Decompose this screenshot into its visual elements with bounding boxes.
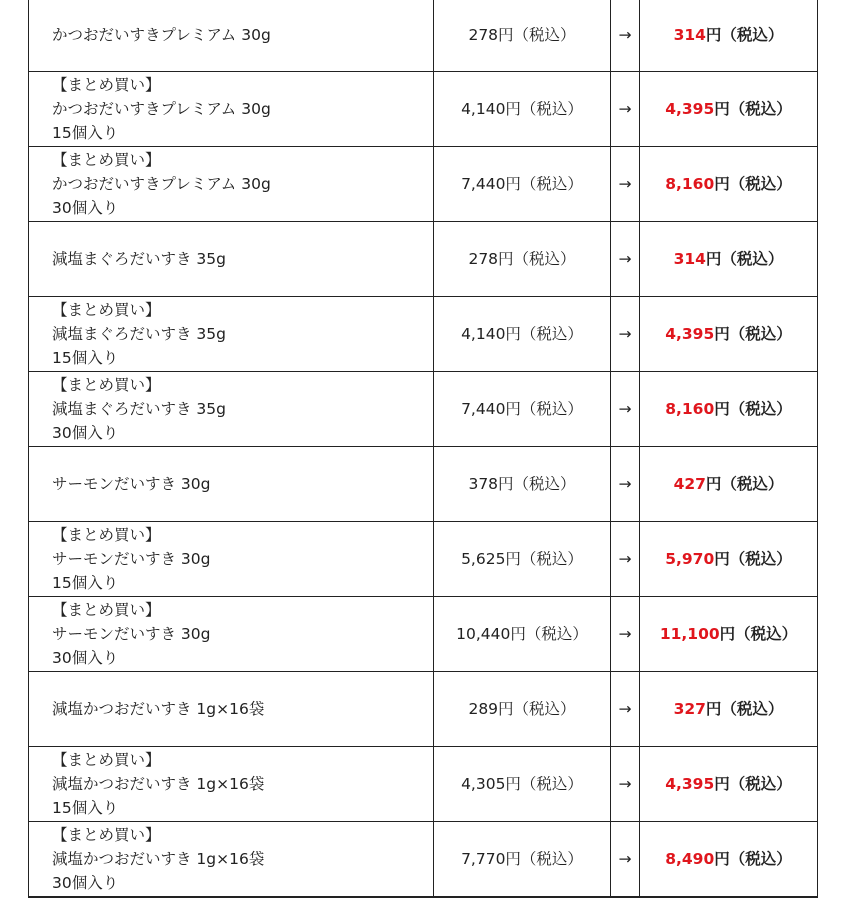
table-row	[29, 372, 818, 447]
product-name-cell	[29, 447, 434, 522]
new-price-cell	[640, 0, 818, 72]
old-price: 4,305円（税込）	[461, 775, 583, 793]
table-row	[29, 672, 818, 747]
product-name-line: サーモンだいすき 30g	[52, 550, 211, 568]
arrow-cell	[611, 147, 640, 222]
arrow-cell	[611, 447, 640, 522]
old-price: 4,140円（税込）	[461, 100, 583, 118]
product-name-line: 減塩かつおだいすき 1g×16袋	[52, 849, 265, 868]
new-price-suffix: 円（税込）	[714, 400, 792, 418]
old-price-cell	[434, 147, 611, 222]
table-row	[29, 297, 818, 372]
price-table-body	[29, 0, 818, 897]
product-name-line: 30個入り	[52, 424, 119, 442]
new-price-cell	[640, 372, 818, 447]
product-name-line: 【まとめ買い】	[52, 301, 161, 319]
old-price: 278円（税込）	[468, 250, 576, 268]
product-name-line: 【まとめ買い】	[52, 526, 161, 544]
product-name-line: 30個入り	[52, 873, 119, 892]
arrow-icon: →	[618, 100, 632, 118]
product-name-line: 15個入り	[52, 349, 119, 367]
new-price-suffix: 円（税込）	[705, 700, 784, 718]
new-price: 314	[673, 250, 706, 268]
new-price-cell	[640, 72, 818, 147]
product-name-line: 30個入り	[52, 649, 119, 667]
product-name-cell	[29, 222, 434, 297]
table-row	[29, 147, 818, 222]
old-price: 7,440円（税込）	[461, 400, 583, 418]
product-name-line: かつおだいすきプレミアム 30g	[52, 100, 271, 118]
arrow-cell	[611, 672, 640, 747]
product-name-line: 減塩かつおだいすき 1g×16袋	[52, 700, 265, 718]
new-price-cell	[640, 522, 818, 597]
product-name-line: かつおだいすきプレミアム 30g	[52, 175, 271, 193]
arrow-icon: →	[618, 325, 632, 343]
product-name-line: 【まとめ買い】	[52, 76, 161, 94]
new-price-cell	[640, 672, 818, 747]
old-price-cell	[434, 447, 611, 522]
table-row	[29, 222, 818, 297]
new-price: 327	[673, 700, 706, 718]
new-price: 4,395	[665, 325, 715, 343]
new-price-suffix: 円（税込）	[719, 625, 798, 643]
old-price: 4,140円（税込）	[461, 325, 583, 343]
new-price-suffix: 円（税込）	[705, 475, 784, 493]
old-price-cell	[434, 222, 611, 297]
old-price: 7,440円（税込）	[461, 175, 583, 193]
old-price-cell	[434, 72, 611, 147]
new-price-cell	[640, 297, 818, 372]
product-name-line: 15個入り	[52, 124, 119, 142]
new-price-suffix: 円（税込）	[714, 550, 792, 568]
old-price-cell	[434, 822, 611, 897]
arrow-cell	[611, 597, 640, 672]
arrow-cell	[611, 297, 640, 372]
product-name-line: サーモンだいすき 30g	[52, 625, 211, 643]
new-price-cell	[640, 597, 818, 672]
new-price-suffix: 円（税込）	[705, 250, 784, 268]
old-price-cell	[434, 672, 611, 747]
table-row	[29, 597, 818, 672]
old-price: 278円（税込）	[468, 26, 576, 44]
new-price: 8,160	[665, 400, 715, 418]
product-name-cell	[29, 0, 434, 72]
new-price: 11,100	[659, 625, 720, 643]
arrow-icon: →	[618, 250, 632, 268]
table-row	[29, 0, 818, 72]
old-price-cell	[434, 0, 611, 72]
table-row	[29, 447, 818, 522]
old-price-cell	[434, 297, 611, 372]
product-name-line: 【まとめ買い】	[52, 601, 161, 619]
product-name-cell	[29, 672, 434, 747]
table-row	[29, 72, 818, 147]
product-name-line: 15個入り	[52, 799, 119, 817]
product-name-line: 減塩かつおだいすき 1g×16袋	[52, 775, 265, 793]
new-price: 314	[673, 26, 706, 44]
arrow-icon: →	[618, 849, 632, 868]
old-price: 289円（税込）	[468, 700, 576, 718]
product-name-cell	[29, 597, 434, 672]
product-name-line: 【まとめ買い】	[52, 751, 161, 769]
old-price: 10,440円（税込）	[456, 625, 588, 643]
product-name-cell	[29, 522, 434, 597]
new-price-suffix: 円（税込）	[714, 775, 792, 793]
product-name-line: 減塩まぐろだいすき 35g	[52, 250, 226, 268]
arrow-cell	[611, 372, 640, 447]
old-price: 378円（税込）	[468, 475, 576, 493]
arrow-cell	[611, 822, 640, 897]
arrow-icon: →	[618, 175, 632, 193]
product-name-line: サーモンだいすき 30g	[52, 475, 211, 493]
product-name-line: 減塩まぐろだいすき 35g	[52, 400, 226, 418]
arrow-cell	[611, 747, 640, 822]
new-price: 427	[673, 475, 706, 493]
product-name-cell	[29, 72, 434, 147]
new-price: 4,395	[665, 775, 715, 793]
arrow-cell	[611, 222, 640, 297]
arrow-icon: →	[618, 550, 632, 568]
old-price-cell	[434, 597, 611, 672]
new-price-cell	[640, 447, 818, 522]
old-price-cell	[434, 522, 611, 597]
product-name-line: 15個入り	[52, 574, 119, 592]
new-price-suffix: 円（税込）	[714, 100, 792, 118]
new-price: 5,970	[665, 550, 715, 568]
price-revision-table	[28, 0, 818, 898]
new-price: 4,395	[665, 100, 715, 118]
product-name-cell	[29, 297, 434, 372]
table-row	[29, 522, 818, 597]
arrow-icon: →	[618, 475, 632, 493]
product-name-cell	[29, 147, 434, 222]
product-name-cell	[29, 747, 434, 822]
old-price-cell	[434, 747, 611, 822]
new-price-cell	[640, 822, 818, 897]
arrow-cell	[611, 0, 640, 72]
product-name-cell	[29, 822, 434, 897]
arrow-cell	[611, 522, 640, 597]
new-price: 8,490	[665, 849, 715, 868]
product-name-line: 【まとめ買い】	[52, 376, 161, 394]
product-name-line: 30個入り	[52, 199, 119, 217]
new-price-suffix: 円（税込）	[714, 849, 792, 868]
product-name-line: 減塩まぐろだいすき 35g	[52, 325, 226, 343]
new-price-cell	[640, 222, 818, 297]
arrow-icon: →	[618, 775, 632, 793]
table-row	[29, 747, 818, 822]
arrow-icon: →	[618, 26, 632, 44]
new-price-cell	[640, 147, 818, 222]
product-name-line: 【まとめ買い】	[52, 825, 161, 844]
new-price-suffix: 円（税込）	[714, 175, 792, 193]
arrow-cell	[611, 72, 640, 147]
arrow-icon: →	[618, 700, 632, 718]
product-name-line: 【まとめ買い】	[52, 151, 161, 169]
new-price-suffix: 円（税込）	[714, 325, 792, 343]
arrow-icon: →	[618, 625, 632, 643]
new-price-cell	[640, 747, 818, 822]
old-price-cell	[434, 372, 611, 447]
arrow-icon: →	[618, 400, 632, 418]
product-name-cell	[29, 372, 434, 447]
new-price: 8,160	[665, 175, 715, 193]
product-name-line: かつおだいすきプレミアム 30g	[52, 26, 271, 44]
old-price: 5,625円（税込）	[461, 550, 583, 568]
table-row	[29, 822, 818, 897]
new-price-suffix: 円（税込）	[705, 26, 784, 44]
old-price: 7,770円（税込）	[461, 849, 583, 868]
